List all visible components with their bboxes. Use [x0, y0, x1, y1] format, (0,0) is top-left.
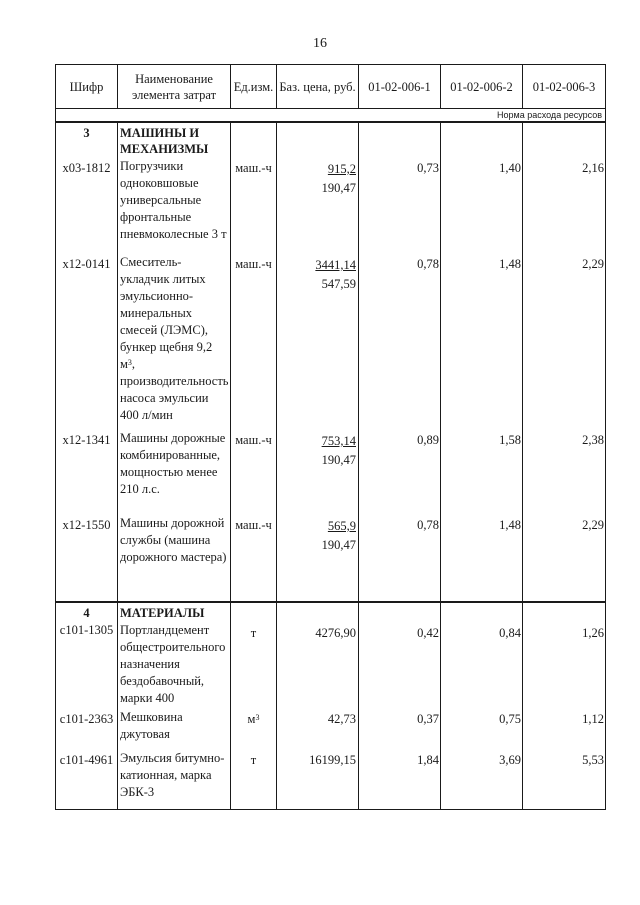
table-header-row [56, 65, 606, 109]
item-base-price: 565,9 [327, 519, 356, 533]
item-code: с101-2363 [56, 708, 118, 749]
header-norm-2: 01-02-006-2 [441, 65, 523, 109]
item-code: х03-1812 [56, 157, 118, 253]
item-wage-price: 190,47 [321, 538, 356, 552]
item-unit: маш.-ч [231, 514, 277, 602]
item-name: Смеситель-укладчик литых эмульсионно-минеральных смесей (ЛЭМС), бункер щебня 9,2 $м^3$, производительность насоса эмульсии 400 л/мин [118, 253, 231, 429]
item-code: х12-0141 [56, 253, 118, 429]
item-wage-price: 547,59 [321, 277, 356, 291]
item-unit: маш.-ч [231, 157, 277, 253]
table-row [56, 622, 606, 708]
section-title: МАТЕРИАЛЫ [118, 602, 231, 622]
header-norm-1: 01-02-006-1 [359, 65, 441, 109]
item-unit: т [231, 749, 277, 809]
item-norm-2: 0,84 [441, 622, 523, 708]
header-price: Баз. цена, руб. [277, 65, 359, 109]
item-norm-3: 5,53 [523, 749, 606, 809]
page-number: 16 [313, 36, 327, 51]
header-code: Шифр [56, 65, 118, 109]
item-price: 4276,90 [277, 622, 359, 708]
item-code: с101-1305 [56, 622, 118, 708]
item-norm-3: 2,16 [523, 157, 606, 253]
item-price: 42,73 [277, 708, 359, 749]
table-row [56, 708, 606, 749]
item-name: Машины дорожной службы (машина дорожного мастера) [118, 514, 231, 602]
section-row [56, 122, 606, 157]
item-unit: т [231, 622, 277, 708]
item-norm-1: 0,42 [359, 622, 441, 708]
item-norm-1: 0,37 [359, 708, 441, 749]
item-price [277, 157, 359, 253]
item-name: Эмульсия битумно-катионная, марка ЭБК-3 [118, 749, 231, 809]
norm-label: Норма расхода ресурсов [56, 109, 606, 123]
section-code: 3 [56, 122, 118, 157]
table-row [56, 157, 606, 253]
item-code: х12-1341 [56, 429, 118, 514]
item-price: 16199,15 [277, 749, 359, 809]
table-row [56, 749, 606, 809]
item-name: Мешковина джутовая [118, 708, 231, 749]
item-name: Портландцемент общестроительного назначения бездобавочный, марки 400 [118, 622, 231, 708]
item-norm-1: 0,78 [359, 253, 441, 429]
item-norm-2: 3,69 [441, 749, 523, 809]
item-norm-3: 2,29 [523, 253, 606, 429]
item-base-price: 3441,14 [315, 258, 356, 272]
item-code: х12-1550 [56, 514, 118, 602]
table-row [56, 429, 606, 514]
item-base-price: 753,14 [321, 434, 356, 448]
item-norm-2: 1,48 [441, 514, 523, 602]
item-unit: $м^3$ [231, 708, 277, 749]
norm-label-row [56, 109, 606, 123]
item-norm-1: 1,84 [359, 749, 441, 809]
item-norm-2: 1,48 [441, 253, 523, 429]
item-norm-3: 1,26 [523, 622, 606, 708]
item-code: с101-4961 [56, 749, 118, 809]
item-unit: маш.-ч [231, 429, 277, 514]
table-row [56, 514, 606, 602]
resource-norms-table [55, 64, 606, 810]
item-norm-3: 2,38 [523, 429, 606, 514]
item-price [277, 253, 359, 429]
item-norm-2: 1,40 [441, 157, 523, 253]
item-name: Погрузчики одноковшовые универсальные фронтальные пневмоколесные 3 т [118, 157, 231, 253]
item-norm-1: 0,89 [359, 429, 441, 514]
item-wage-price: 190,47 [321, 453, 356, 467]
item-norm-1: 0,73 [359, 157, 441, 253]
header-name: Наименование элемента затрат [118, 65, 231, 109]
item-base-price: 915,2 [327, 162, 356, 176]
table-row [56, 253, 606, 429]
item-norm-3: 1,12 [523, 708, 606, 749]
header-norm-3: 01-02-006-3 [523, 65, 606, 109]
section-code: 4 [56, 602, 118, 622]
item-price [277, 429, 359, 514]
item-norm-2: 1,58 [441, 429, 523, 514]
section-row [56, 602, 606, 622]
item-name: Машины дорожные комбинированные, мощностью менее 210 л.с. [118, 429, 231, 514]
item-norm-1: 0,78 [359, 514, 441, 602]
item-price [277, 514, 359, 602]
header-unit: Ед.изм. [231, 65, 277, 109]
item-unit: маш.-ч [231, 253, 277, 429]
item-norm-3: 2,29 [523, 514, 606, 602]
item-norm-2: 0,75 [441, 708, 523, 749]
item-wage-price: 190,47 [321, 181, 356, 195]
section-title: МАШИНЫ И МЕХАНИЗМЫ [118, 122, 231, 157]
